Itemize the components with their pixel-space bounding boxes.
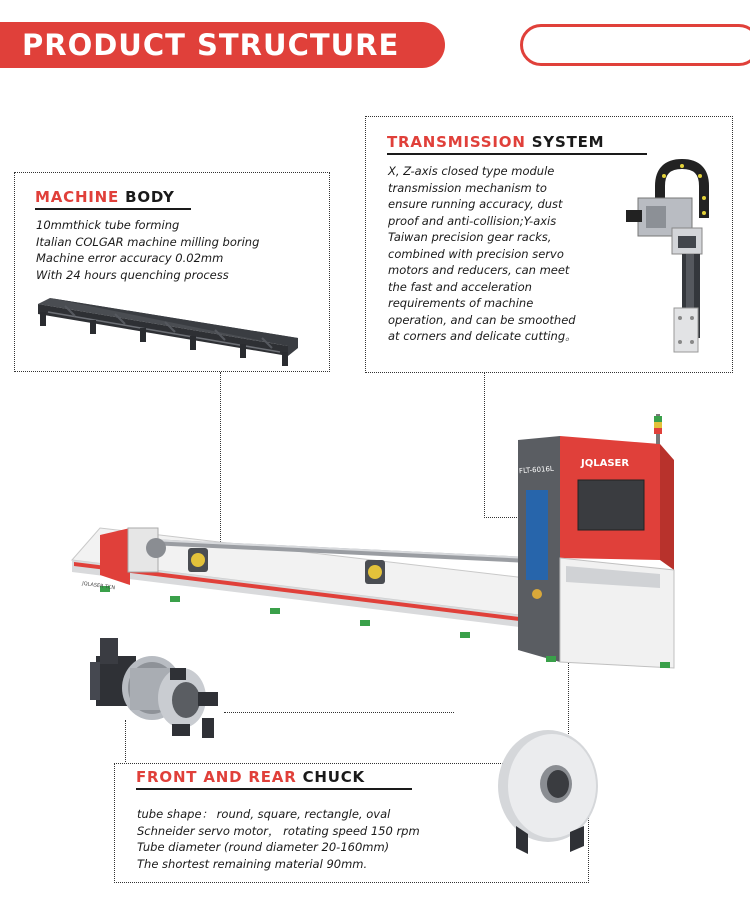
transmission-line: operation, and can be smoothed [388,312,576,327]
connector-chuck-link [224,712,454,713]
chuck-heading: FRONT AND REAR CHUCK [136,768,365,786]
machine-body-underline [35,208,191,210]
transmission-line: requirements of machine [388,296,534,310]
machine-model-label: FLT-6016L [518,464,555,476]
transmission-line: ensure running accuracy, dust [388,197,563,211]
chuck-line: Tube diameter (round diameter 20-160mm) [137,840,390,854]
transmission-line: transmission mechanism to [388,180,547,195]
transmission-description [388,163,577,345]
transmission-line: proof and anti-collision;Y-axis [388,213,557,228]
transmission-line: motors and reducers, can meet [388,263,570,277]
machine-body-line: With 24 hours quenching process [36,267,229,282]
chuck-description [137,806,420,872]
transmission-line: the fast and acceleration [388,279,532,294]
transmission-line: at corners and delicate cutting。 [388,329,577,343]
page-title: PRODUCT STRUCTURE [22,28,400,62]
header-pill-decoration [520,24,750,66]
header-banner [0,22,445,68]
chuck-line: Schneider servo motor， rotating speed 150 rpm [137,823,420,838]
machine-body-line: 10mmthick tube forming [36,218,180,232]
transmission-line: Taiwan precision gear racks, [388,230,552,244]
machine-rail-label: JQLASER TCN [81,580,116,592]
machine-body-description [36,217,259,283]
chuck-ring-image [492,722,602,857]
transmission-line: X, Z-axis closed type module [388,164,555,178]
chuck-assembly-image [82,628,232,743]
machine-body-heading: MACHINE BODY [35,188,175,206]
machine-bed-frame-image [30,290,300,375]
machine-body-line: Machine error accuracy 0.02mm [36,251,224,265]
transmission-heading: TRANSMISSION SYSTEM [387,133,605,151]
transmission-module-image [620,158,720,358]
transmission-line: combined with precision servo [388,246,564,261]
machine-brand-label: JQLASER [581,458,630,469]
chuck-underline [136,788,412,790]
machine-body-line: Italian COLGAR machine milling boring [36,234,260,249]
chuck-line: The shortest remaining material 90mm. [137,856,368,871]
transmission-underline [387,153,647,155]
chuck-line: tube shape： round, square, rectangle, oval [137,807,391,821]
